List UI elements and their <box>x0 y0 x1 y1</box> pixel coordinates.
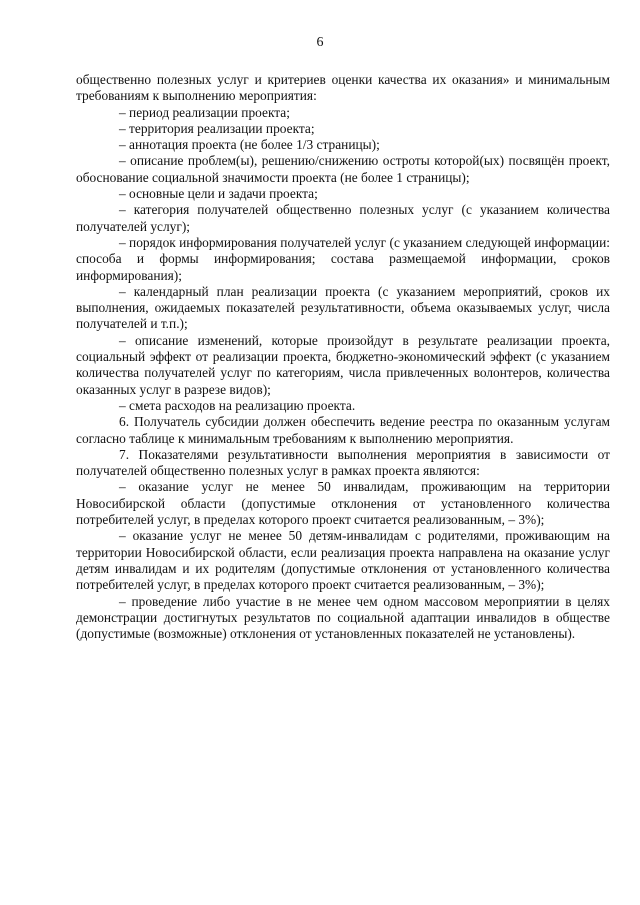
section-6-registry: 6. Получатель субсидии должен обеспечить ведение реестра по оказанным услугам согласно таблице к минимальным требованиям к выполнению мероприятия. <box>76 414 610 446</box>
indicator-mass-event: – проведение либо участие в не менее чем одном массовом мероприятии в целях демонстрации достигнутых результатов по социальной адаптации инвалидов в обществе (допустимые (возможные) отклонения от установленных показателей не установлены). <box>76 593 610 642</box>
indicator-disabled-persons: – оказание услуг не менее 50 инвалидам, проживающим на территории Новосибирской области (допустимые отклонения от установленного количества потребителей услуг, в пределах которого проект считается реализованным, – 3%); <box>76 479 610 528</box>
list-item-budget-estimate: – смета расходов на реализацию проекта. <box>119 397 356 413</box>
list-item-territory: – территория реализации проекта; <box>119 120 315 136</box>
list-item-changes-description: – описание изменений, которые произойдут в результате реализации проекта, социальный эффект от реализации проекта, бюджетно-экономический эффект (с указанием количества получателей услуг по категориям, числа привлеченных волонтеров, количества оказанных услуг в разрезе видов); <box>76 332 610 397</box>
document-body <box>76 72 610 642</box>
indicator-disabled-children: – оказание услуг не менее 50 детям-инвалидам с родителями, проживающим на территории Новосибирской области, если реализация проекта направлена на оказание услуг детям инвалидам и их родителям (допустимые отклонения от установленного количества потребителей услуг, в пределах которого проект считается реализованным, – 3%); <box>76 528 610 593</box>
page-number: 6 <box>316 35 324 50</box>
list-item-annotation: – аннотация проекта (не более 1/3 страницы); <box>119 137 380 153</box>
list-item-informing-procedure: – порядок информирования получателей услуг (с указанием следующей информации: способа и формы информирования; состава размещаемой информации, сроков информирования); <box>76 234 610 283</box>
list-item-period: – период реализации проекта; <box>119 104 290 120</box>
section-7-indicators: 7. Показателями результативности выполнения мероприятия в зависимости от получателей общественно полезных услуг в рамках проекта являются: <box>76 446 610 479</box>
list-item-problem-description: – описание проблем(ы), решению/снижению остроты которой(ых) посвящён проект, обоснование социальной значимости проекта (не более 1 страницы); <box>76 153 610 185</box>
list-item-calendar-plan: – календарный план реализации проекта (с указанием мероприятий, сроков их выполнения, ожидаемых показателей результативности, объема оказываемых услуг, числа получателей и т.п.); <box>76 283 610 332</box>
paragraph-intro-continuation: общественно полезных услуг и критериев оценки качества их оказания» и минимальным требованиям к выполнению мероприятия: <box>76 72 610 104</box>
list-item-recipient-category: – категория получателей общественно полезных услуг (с указанием количества получателей услуг); <box>76 202 610 234</box>
list-item-goals: – основные цели и задачи проекта; <box>119 186 318 202</box>
